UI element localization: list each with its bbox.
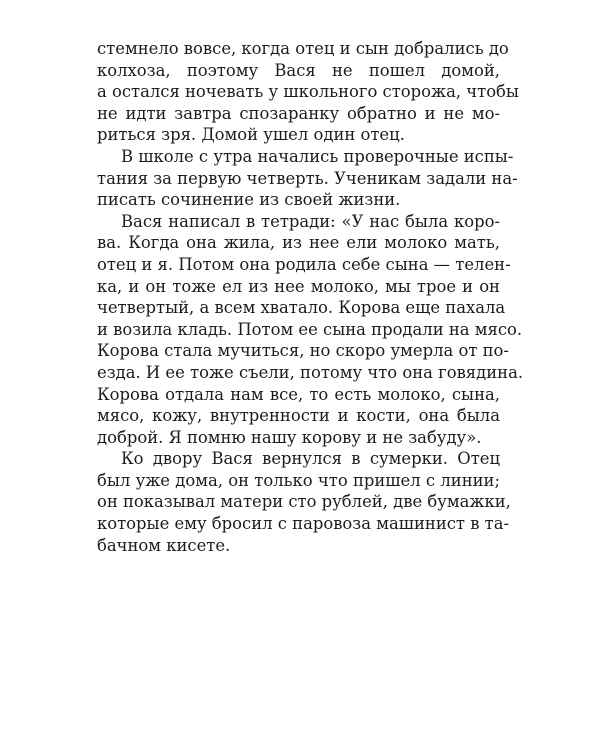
text-line: отец и я. Потом она родила себе сына — телен-: [97, 254, 511, 274]
body-text: [97, 38, 524, 556]
paragraph: [97, 146, 518, 211]
text-line: был уже дома, он только что пришел с линии;: [97, 470, 500, 490]
text-line: бачном кисете.: [97, 535, 231, 555]
paragraph: [97, 38, 519, 146]
text-line: ва. Когда она жила, из нее ели молоко мать,: [97, 233, 500, 253]
text-line: доброй. Я помню нашу корову и не забуду».: [97, 427, 482, 447]
text-line: Ко двору Вася вернулся в сумерки. Отец: [121, 449, 500, 469]
text-line: писать сочинение из своей жизни.: [97, 190, 401, 210]
text-line: Корова стала мучиться, но скоро умерла от по-: [97, 341, 509, 361]
text-line: и возила кладь. Потом ее сына продали на мясо.: [97, 319, 523, 339]
text-line: риться зря. Домой ушел один отец.: [97, 125, 405, 145]
text-line: колхоза, поэтому Вася не пошел домой,: [97, 60, 500, 80]
paragraph: [97, 448, 511, 556]
paragraph: [97, 211, 524, 449]
text-line: ка, и он тоже ел из нее молоко, мы трое и он: [97, 276, 500, 296]
text-line: не идти завтра спозаранку обратно и не мо-: [97, 103, 500, 123]
text-line: тания за первую четверть. Ученикам задали на-: [97, 168, 518, 188]
text-line: мясо, кожу, внутренности и кости, она была: [97, 406, 500, 426]
text-line: В школе с утра начались проверочные испы-: [121, 146, 514, 166]
text-line: езда. И ее тоже съели, потому что она говядина.: [97, 362, 524, 382]
text-line: четвертый, а всем хватало. Корова еще пахала: [97, 298, 506, 318]
text-line: Корова отдала нам все, то есть молоко, сына,: [97, 384, 500, 404]
text-line: стемнело вовсе, когда отец и сын добрались до: [97, 39, 509, 58]
text-line: Вася написал в тетради: «У нас была коро-: [121, 211, 500, 231]
text-line: которые ему бросил с паровоза машинист в та-: [97, 514, 510, 534]
text-line: а остался ночевать у школьного сторожа, чтобы: [97, 82, 519, 102]
text-line: он показывал матери сто рублей, две бумажки,: [97, 492, 511, 512]
